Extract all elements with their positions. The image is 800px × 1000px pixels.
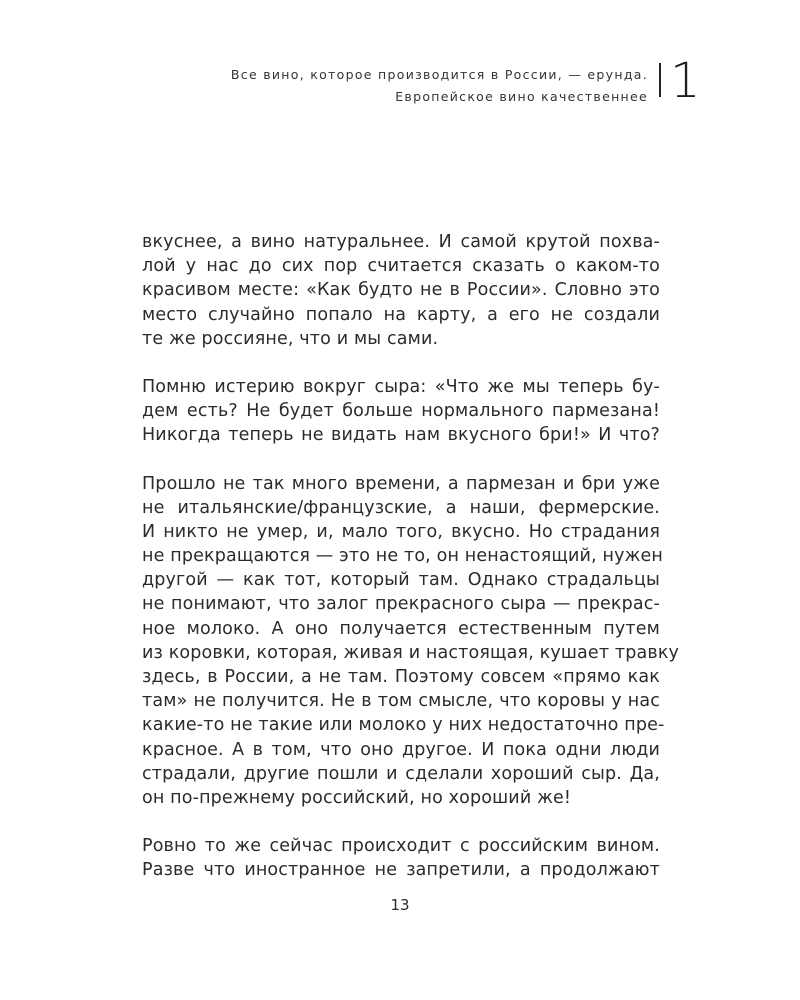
text-line: лой у нас до сих пор считается сказать о каком-то (142, 256, 660, 277)
text-line: не понимают, что залог прекрасного сыра — прекрас- (142, 594, 660, 615)
text-line: место случайно попало на карту, а его не создали (142, 304, 660, 325)
text-line: ное молоко. А оно получается естественным путем (142, 618, 660, 639)
text-line: вкуснее, а вино натуральнее. И самой крутой похва- (142, 232, 660, 252)
paragraph-2 (142, 375, 660, 448)
text-line: здесь, в России, а не там. Поэтому совсем «прямо как (142, 667, 660, 687)
text-line: страдали, другие пошли и сделали хороший сыр. Да, (142, 763, 660, 784)
text-line: не прекращаются — это не то, он ненастоящий, нужен (142, 546, 664, 567)
text-line: те же россияне, что и мы сами. (142, 328, 439, 349)
text-line: Помню истерию вокруг сыра: «Что же мы теперь бу- (142, 376, 660, 397)
running-header (231, 64, 648, 108)
text-line: там» не получится. Не в том смысле, что коровы у нас (142, 691, 660, 712)
text-line: И никто не умер, и, мало того, вкусно. Но страдания (142, 521, 660, 542)
text-line: дем есть? Не будет больше нормального пармезана! (142, 401, 660, 422)
paragraph-3 (142, 472, 680, 811)
text-line: Ровно то же сейчас происходит с российским вином. (142, 836, 660, 857)
chapter-number: 1 (670, 53, 701, 109)
page-number: 13 (390, 896, 410, 914)
text-line: он по-прежнему российский, но хороший же! (142, 787, 572, 808)
body-text (142, 230, 680, 907)
text-line: Никогда теперь не видать нам вкусного бри!» И что? (142, 425, 660, 446)
text-line: из коровки, которая, живая и настоящая, кушает травку (142, 642, 680, 663)
text-line: красное. А в том, что оно другое. И пока одни люди (142, 739, 660, 760)
paragraph-4 (142, 834, 660, 882)
header-divider (659, 63, 661, 97)
running-header-line-2: Европейское вино качественнее (395, 89, 648, 104)
text-line: не итальянские/французские, а наши, фермерские. (142, 497, 660, 518)
paragraph-1 (142, 230, 660, 351)
running-header-line-1: Все вино, которое производится в России, — ерунда. (230, 67, 648, 82)
text-line: другой — как тот, который там. Однако страдальцы (142, 570, 660, 591)
text-line: красивом месте: «Как будто не в России». Словно это (142, 280, 660, 301)
text-line: Разве что иностранное не запретили, а продолжают (142, 860, 660, 881)
text-line: Прошло не так много времени, а пармезан и бри уже (142, 473, 660, 494)
text-line: какие-то не такие или молоко у них недостаточно пре- (142, 715, 665, 736)
